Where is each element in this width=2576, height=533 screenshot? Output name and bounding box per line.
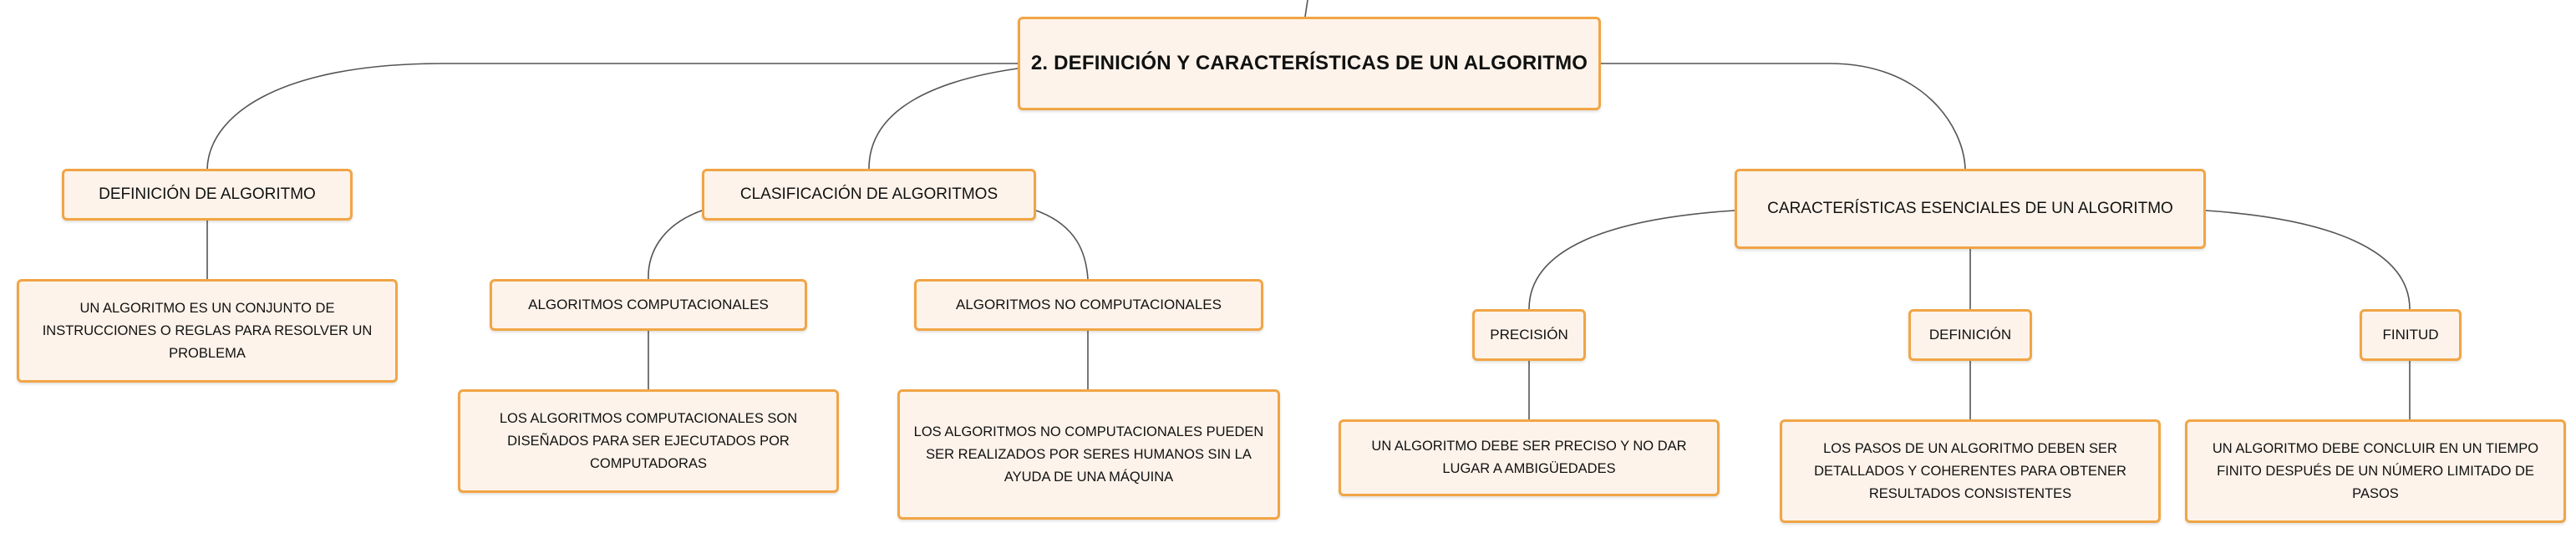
topic-precision[interactable] (1472, 309, 1586, 361)
topic-algoritmos-computacionales[interactable] (490, 279, 807, 331)
detail-definicion-de-algoritmo[interactable] (17, 279, 398, 383)
topic-label: FINITUD (2382, 327, 2439, 343)
detail-text: LOS ALGORITMOS NO COMPUTACIONALES PUEDEN SER REALIZADOS POR SERES HUMANOS SIN LA AYUDA DE UNA MÁQUINA (913, 424, 1264, 485)
topic-label: ALGORITMOS COMPUTACIONALES (528, 297, 769, 312)
detail-text: UN ALGORITMO DEBE CONCLUIR EN UN TIEMPO FINITO DESPUÉS DE UN NÚMERO LIMITADO DE PASOS (2212, 440, 2539, 501)
detail-precision[interactable] (1339, 419, 1720, 496)
topic-label: PRECISIÓN (1490, 327, 1568, 343)
topic-label: CLASIFICACIÓN DE ALGORITMOS (739, 185, 998, 203)
topic-caracteristicas-esenciales[interactable] (1735, 169, 2206, 249)
topic-label: DEFINICIÓN (1928, 327, 2012, 343)
topic-finitud[interactable] (2360, 309, 2462, 361)
detail-finitud[interactable] (2185, 419, 2566, 523)
detail-text: UN ALGORITMO ES UN CONJUNTO DE INSTRUCCIONES O REGLAS PARA RESOLVER UN PROBLEMA (42, 300, 373, 361)
connector-root-caracteristicas (1601, 63, 1965, 169)
connector-root-clasificacion (869, 69, 1018, 169)
topic-label: CARACTERÍSTICAS ESENCIALES DE UN ALGORITMO (1767, 200, 2173, 217)
connector-caracteristicas-finitud (2206, 211, 2410, 309)
root-topic[interactable] (1018, 17, 1601, 110)
topic-label: ALGORITMOS NO COMPUTACIONALES (955, 297, 1222, 312)
topic-clasificacion-de-algoritmos[interactable] (702, 169, 1036, 221)
connector-root-definicion (207, 63, 1018, 169)
detail-text: LOS PASOS DE UN ALGORITMO DEBEN SER DETALLADOS Y COHERENTES PARA OBTENER RESULTADOS CONSISTENTES (1814, 440, 2126, 501)
detail-text: LOS ALGORITMOS COMPUTACIONALES SON DISEÑADOS PARA SER EJECUTADOS POR COMPUTADORAS (499, 410, 798, 471)
connector-clasificacion-nocomputacionales (1036, 211, 1088, 279)
root-topic-label: 2. DEFINICIÓN Y CARACTERÍSTICAS DE UN ALGORITMO (1030, 52, 1588, 74)
connector-root-parent (1305, 0, 1308, 17)
topic-algoritmos-no-computacionales[interactable] (914, 279, 1263, 331)
topic-definicion[interactable] (1908, 309, 2032, 361)
detail-definicion[interactable] (1780, 419, 2161, 523)
connector-clasificacion-computacionales (648, 211, 702, 279)
topic-label: DEFINICIÓN DE ALGORITMO (99, 185, 316, 203)
detail-algoritmos-no-computacionales[interactable] (897, 389, 1280, 520)
detail-algoritmos-computacionales[interactable] (458, 389, 839, 493)
connector-caracteristicas-precision (1529, 211, 1735, 309)
topic-definicion-de-algoritmo[interactable] (62, 169, 353, 221)
detail-text: UN ALGORITMO DEBE SER PRECISO Y NO DAR LUGAR A AMBIGÜEDADES (1371, 439, 1687, 476)
